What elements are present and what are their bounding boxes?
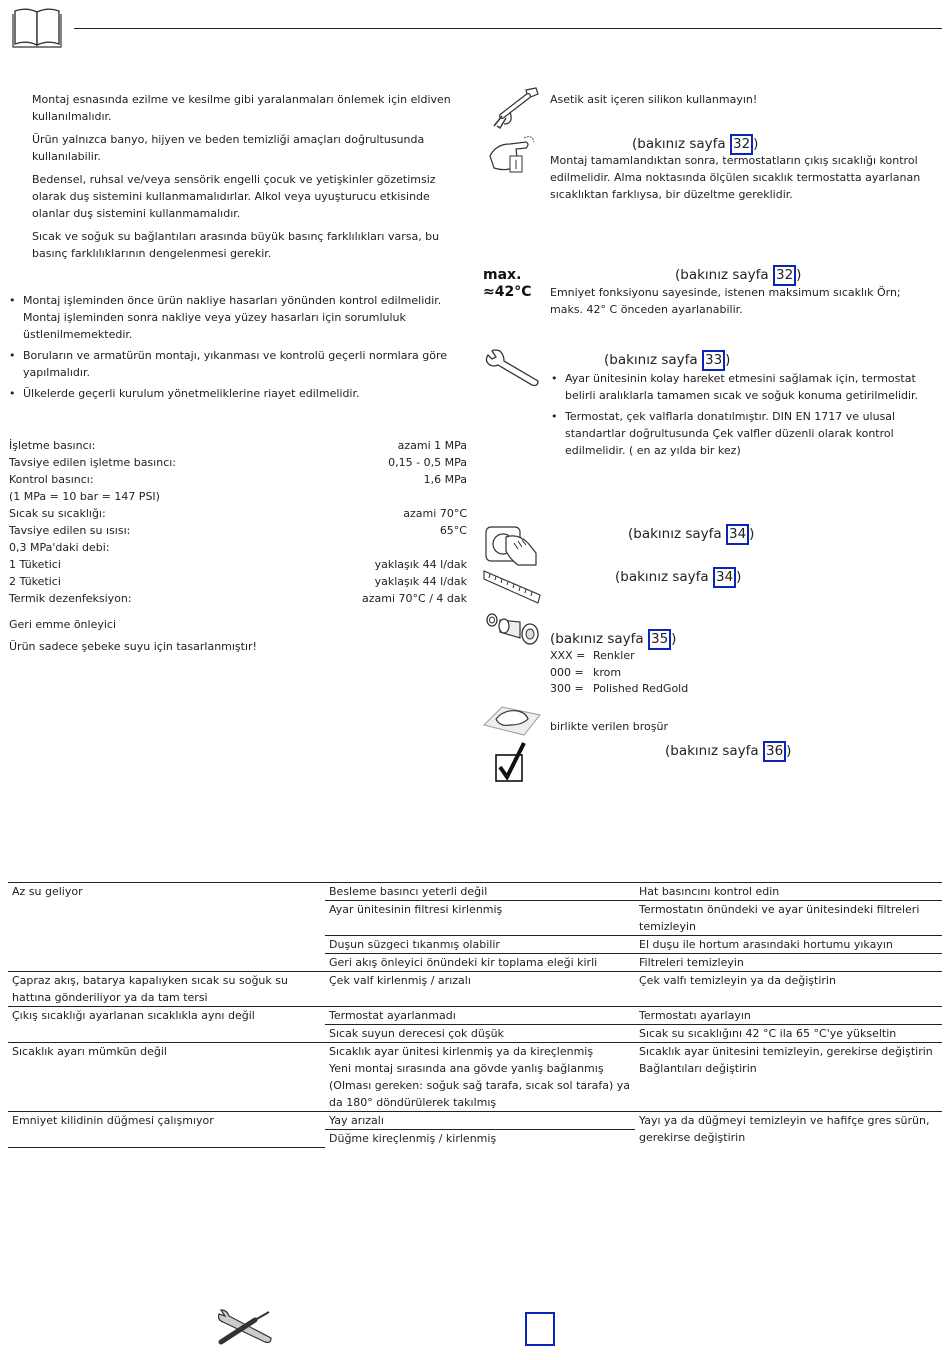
color-code-row: 300 = Polished RedGold xyxy=(550,682,689,695)
cleaning-hand-icon xyxy=(482,703,542,742)
spec-row: (1 MPa = 10 bar = 147 PSI) xyxy=(9,490,160,503)
maintenance-note: • Termostat, çek valflarla donatılmıştır. DIN EN 1717 ve ulusal standartlar doğrultusunda Çek valfler düzenli olarak kontrol edilmelidir. ( en az yılda bir kez) xyxy=(551,408,939,459)
safety-note: Bedensel, ruhsal ve/veya sensörik engelli çocuk ve yetişkinler gözetimsiz olarak duş sistemini kullanmamalıdırlar. Alkol veya uyuşturucu etkisinde olanlar duş sistemini kullanmamalıdır. xyxy=(32,173,436,220)
maintenance-notes xyxy=(551,370,939,463)
problem-cell: Emniyet kilidinin düğmesi çalışmıyor xyxy=(8,1112,325,1148)
cause-cell: Besleme basıncı yeterli değil xyxy=(325,883,635,901)
problem-cell: Çıkış sıcaklığı ayarlanan sıcaklıkla aynı değil xyxy=(8,1007,325,1043)
cause-cell: Geri akış önleyici önündeki kir toplama eleği kirli xyxy=(325,954,635,972)
wrench-icon xyxy=(482,347,542,394)
page-link[interactable]: 32 xyxy=(773,265,796,286)
remedy-cell: Bağlantıları değiştirin xyxy=(639,1062,757,1075)
remedy-cell: El duşu ile hortum arasındaki hortumu yıkayın xyxy=(635,936,942,954)
problem-cell: Az su geliyor xyxy=(8,883,325,972)
mains-note: Ürün sadece şebeke suyu için tasarlanmıştır! xyxy=(9,640,257,653)
color-code-row: 000 = krom xyxy=(550,665,622,679)
remedy-cell: Çek valfı temizleyin ya da değiştirin xyxy=(635,972,942,1007)
max-temp-icon: max. ≈42°C xyxy=(483,267,532,300)
install-notes xyxy=(9,292,471,406)
page-link[interactable]: 34 xyxy=(726,524,749,545)
remedy-cell: Termostatı ayarlayın xyxy=(635,1007,942,1025)
page-ref: (bakınız sayfa 34 ) xyxy=(615,567,741,588)
remedy-cell: Sıcaklık ayar ünitesini temizleyin, gerekirse değiştirin xyxy=(635,1043,942,1061)
page-ref: (bakınız sayfa 33 ) xyxy=(604,350,730,371)
tools-icon xyxy=(215,1308,275,1353)
table-row xyxy=(8,1043,942,1061)
spec-row: 0,3 MPa'daki debi: xyxy=(9,541,110,554)
spec-row: Tavsiye edilen işletme basıncı: 0,15 - 0,5 MPa xyxy=(9,456,467,469)
remedy-cell: Sıcak su sıcaklığını 42 °C ila 65 °C'ye yükseltin xyxy=(635,1025,942,1043)
cause-cell: Sıcak suyun derecesi çok düşük xyxy=(325,1025,635,1043)
ruler-icon xyxy=(482,567,542,612)
header-rule xyxy=(74,28,942,29)
remedy-cell: Termostatın önündeki ve ayar ünitesindeki filtreleri temizleyin xyxy=(635,901,942,936)
cause-cell: Düğme kireçlenmiş / kirlenmiş xyxy=(325,1130,635,1148)
page-number-box xyxy=(525,1312,555,1346)
safety-notes xyxy=(32,91,470,268)
spec-row: İşletme basıncı: azami 1 MPa xyxy=(9,439,467,452)
page-link[interactable]: 32 xyxy=(730,134,753,155)
brochure-note: birlikte verilen broşür xyxy=(550,720,668,733)
color-code-row: XXX = Renkler xyxy=(550,649,635,662)
safety-note: Montaj esnasında ezilme ve kesilme gibi yaralanmaları önlemek için eldiven kullanılmalıdır. xyxy=(32,93,451,123)
table-row xyxy=(8,1007,942,1025)
page-link[interactable]: 36 xyxy=(763,741,786,762)
table-row xyxy=(8,1112,942,1130)
spec-list xyxy=(9,437,467,607)
install-note: • Montaj işleminden önce ürün nakliye hasarları yönünden kontrol edilmelidir. Montaj işleminden sonra nakliye veya yüzey hasarları için sorumluluk üstlenilmemektedir. xyxy=(9,292,471,343)
spec-row: 1 Tüketici yaklaşık 44 l/dak xyxy=(9,558,467,571)
backflow-note: Geri emme önleyici xyxy=(9,618,117,631)
install-note: • Boruların ve armatürün montajı, yıkanması ve kontrolü geçerli normlara göre yapılmalıdır. xyxy=(9,347,471,381)
page-ref: (bakınız sayfa 35 ) xyxy=(550,629,676,650)
cause-cell: Sıcaklık ayar ünitesi kirlenmiş ya da kireçlenmiş xyxy=(325,1043,635,1061)
page-ref: (bakınız sayfa 32 ) xyxy=(632,134,758,155)
remedy-cell: Filtreleri temizleyin xyxy=(635,954,942,972)
cause-cell: Çek valf kirlenmiş / arızalı xyxy=(325,972,635,1007)
table-row xyxy=(8,972,942,1007)
spec-row: Tavsiye edilen su ısısı: 65°C xyxy=(9,524,467,537)
remedy-cell: Yayı ya da düğmeyi temizleyin ve hafifçe gres sürün, gerekirse değiştirin xyxy=(635,1112,942,1148)
calibration-text: Montaj tamamlandıktan sonra, termostatların çıkış sıcaklığı kontrol edilmelidir. Alma noktasında ölçülen sıcaklık termostatta ayarlanan sıcaklıktan farklıysa, bir düzeltme gereklidir. xyxy=(550,154,921,201)
spec-row: Sıcak su sıcaklığı: azami 70°C xyxy=(9,507,467,520)
page-ref: (bakınız sayfa 36 ) xyxy=(665,741,791,762)
thermometer-hand-icon xyxy=(486,136,538,181)
troubleshooting-table xyxy=(8,882,942,1148)
table-row xyxy=(8,883,942,901)
problem-cell: Çapraz akış, batarya kapalıyken sıcak su soğuk su hattına gönderiliyor ya da tam tersi xyxy=(8,972,325,1007)
cause-cell: Termostat ayarlanmadı xyxy=(325,1007,635,1025)
cause-cell: Ayar ünitesinin filtresi kirlenmiş xyxy=(325,901,635,936)
safety-note: Sıcak ve soğuk su bağlantıları arasında büyük basınç farklılıkları varsa, bu basınç farklılıklarının dengelenmesi gerekir. xyxy=(32,230,440,260)
page-link[interactable]: 33 xyxy=(702,350,725,371)
spare-parts-icon xyxy=(484,610,542,653)
maintenance-note: • Ayar ünitesinin kolay hareket etmesini sağlamak için, termostat belirli aralıklarla tamamen sıcak ve soğuk konuma getirilmelidir. xyxy=(551,370,939,404)
problem-cell: Sıcaklık ayarı mümkün değil xyxy=(8,1043,325,1112)
color-codes xyxy=(550,648,688,698)
silicone-warning: Asetik asit içeren silikon kullanmayın! xyxy=(550,93,758,106)
page-link[interactable]: 34 xyxy=(713,567,736,588)
spec-row: Kontrol basıncı: 1,6 MPa xyxy=(9,473,467,486)
cause-cell: Yeni montaj sırasında ana gövde yanlış bağlanmış (Olması gereken: soğuk sağ tarafa, sıcak sol tarafa) ya da 180° döndürülerek takılmış xyxy=(329,1062,631,1109)
cause-cell: Yay arızalı xyxy=(325,1112,635,1130)
page-ref: (bakınız sayfa 32 ) xyxy=(675,265,801,286)
safety-note: Ürün yalnızca banyo, hijyen ve beden temizliği amaçları doğrultusunda kullanılabilir. xyxy=(32,133,425,163)
book-icon xyxy=(12,6,62,53)
cause-cell: Duşun süzgeci tıkanmış olabilir xyxy=(325,936,635,954)
page-ref: (bakınız sayfa 34 ) xyxy=(628,524,754,545)
thermostat-hand-icon xyxy=(484,523,538,572)
spec-row: Termik dezenfeksiyon: azami 70°C / 4 dak xyxy=(9,592,467,605)
spec-row: 2 Tüketici yaklaşık 44 l/dak xyxy=(9,575,467,588)
silicone-gun-icon xyxy=(488,86,540,135)
page-link[interactable]: 35 xyxy=(648,629,671,650)
install-note: • Ülkelerde geçerli kurulum yönetmeliklerine riayet edilmelidir. xyxy=(9,385,471,402)
checkmark-icon xyxy=(494,741,528,788)
remedy-cell: Hat basıncını kontrol edin xyxy=(635,883,942,901)
safety-stop-text: Emniyet fonksiyonu sayesinde, istenen maksimum sıcaklık Örn; maks. 42° C önceden ayarlanabilir. xyxy=(550,286,901,316)
